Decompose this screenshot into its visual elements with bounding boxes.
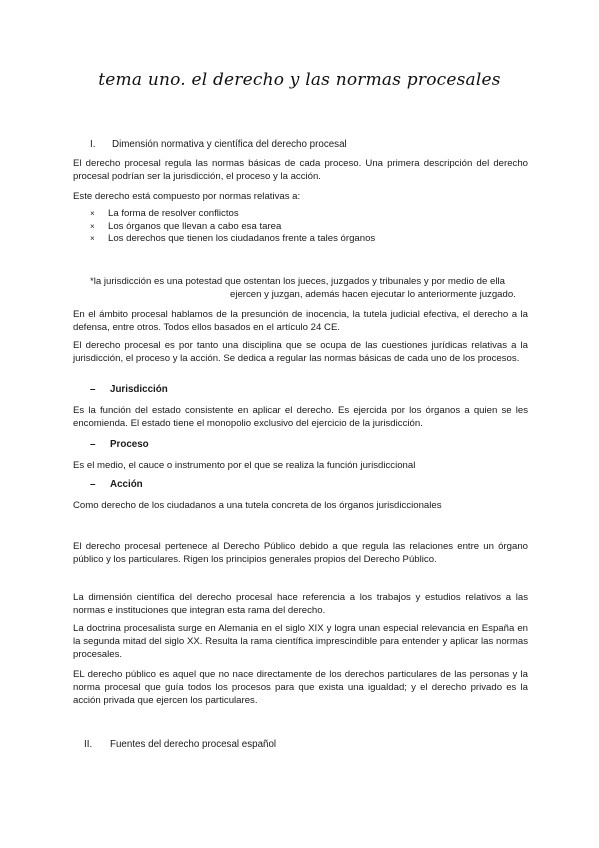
subheading-accion: – Acción [90, 479, 143, 490]
paragraph-composed: Este derecho está compuesto por normas relativas a: [73, 191, 301, 202]
paragraph-procedural-scope: En el ámbito procesal hablamos de la presunción de inocencia, la tutela judicial efectiva, el derecho a la defensa, entre otros. Todos ellos basados en el artículo 24 CE. [73, 309, 528, 333]
note-line-1: *la jurisdicción es una potestad que ostentan los jueces, juzgados y tribunales y por medio de ella [90, 276, 505, 287]
cross-bullet-icon: × [90, 221, 95, 231]
paragraph-accion: Como derecho de los ciudadanos a una tutela concreta de los órganos jurisdiccionales [73, 500, 442, 511]
note-line-2: ejercen y juzgan, además hacen ejecutar lo anteriormente juzgado. [230, 289, 516, 300]
list-item: × Los derechos que tienen los ciudadanos frente a tales órganos [90, 233, 376, 244]
paragraph-discipline: El derecho procesal es por tanto una disciplina que se ocupa de las cuestiones jurídicas relativas a la jurisdicción, el proceso y la acción. Se dedica a regular las normas básicas de cada uno de los procesos. [73, 340, 528, 364]
subheading-jurisdiccion: – Jurisdicción [90, 384, 168, 395]
section-1-numeral: I. [90, 139, 96, 150]
section-2-numeral: II. [84, 739, 93, 750]
paragraph-intro: El derecho procesal regula las normas básicas de cada proceso. Una primera descripción del derecho procesal podrían ser la jurisdicción, el proceso y la acción. [73, 158, 528, 182]
paragraph-public-private: EL derecho público es aquel que no nace directamente de los derechos particulares de las personas y la norma procesal que guía todos los procesos para que exista una igualdad; y el derecho privado es la acción privada que ejercen los particulares. [73, 669, 528, 706]
list-item: × La forma de resolver conflictos [90, 208, 239, 219]
paragraph-jurisdiccion: Es la función del estado consistente en aplicar el derecho. Es ejercida por los órganos a quien se les encomienda. El estado tiene el monopolio exclusivo del ejercicio de la jurisdicción. [73, 405, 528, 429]
subheading-proceso: – Proceso [90, 439, 149, 450]
paragraph-proceso: Es el medio, el cauce o instrumento por el que se realiza la función jurisdiccional [73, 460, 416, 471]
cross-bullet-icon: × [90, 209, 95, 218]
list-item: × Los órganos que llevan a cabo esa tarea [90, 220, 282, 232]
paragraph-doctrine: La doctrina procesalista surge en Alemania en el siglo XIX y logra unan especial relevancia en España en la segunda mitad del siglo XX. Resulta la rama científica imprescindible para entender y aplicar las normas procesales. [73, 623, 528, 660]
section-1-heading: Dimensión normativa y científica del derecho procesal [112, 139, 347, 150]
paragraph-public-law: El derecho procesal pertenece al Derecho Público debido a que regula las relaciones entre un órgano público y los particulares. Rigen los principios generales propios del Derecho Público. [73, 541, 528, 565]
section-2-heading: Fuentes del derecho procesal español [110, 739, 277, 750]
cross-bullet-icon: × [90, 234, 95, 243]
document-title: tema uno. el derecho y las normas procesales [98, 70, 501, 90]
bullet-list [90, 208, 520, 246]
paragraph-scientific: La dimensión científica del derecho procesal hace referencia a los trabajos y estudios relativos a las normas e instituciones que integran esta rama del derecho. [73, 592, 528, 616]
